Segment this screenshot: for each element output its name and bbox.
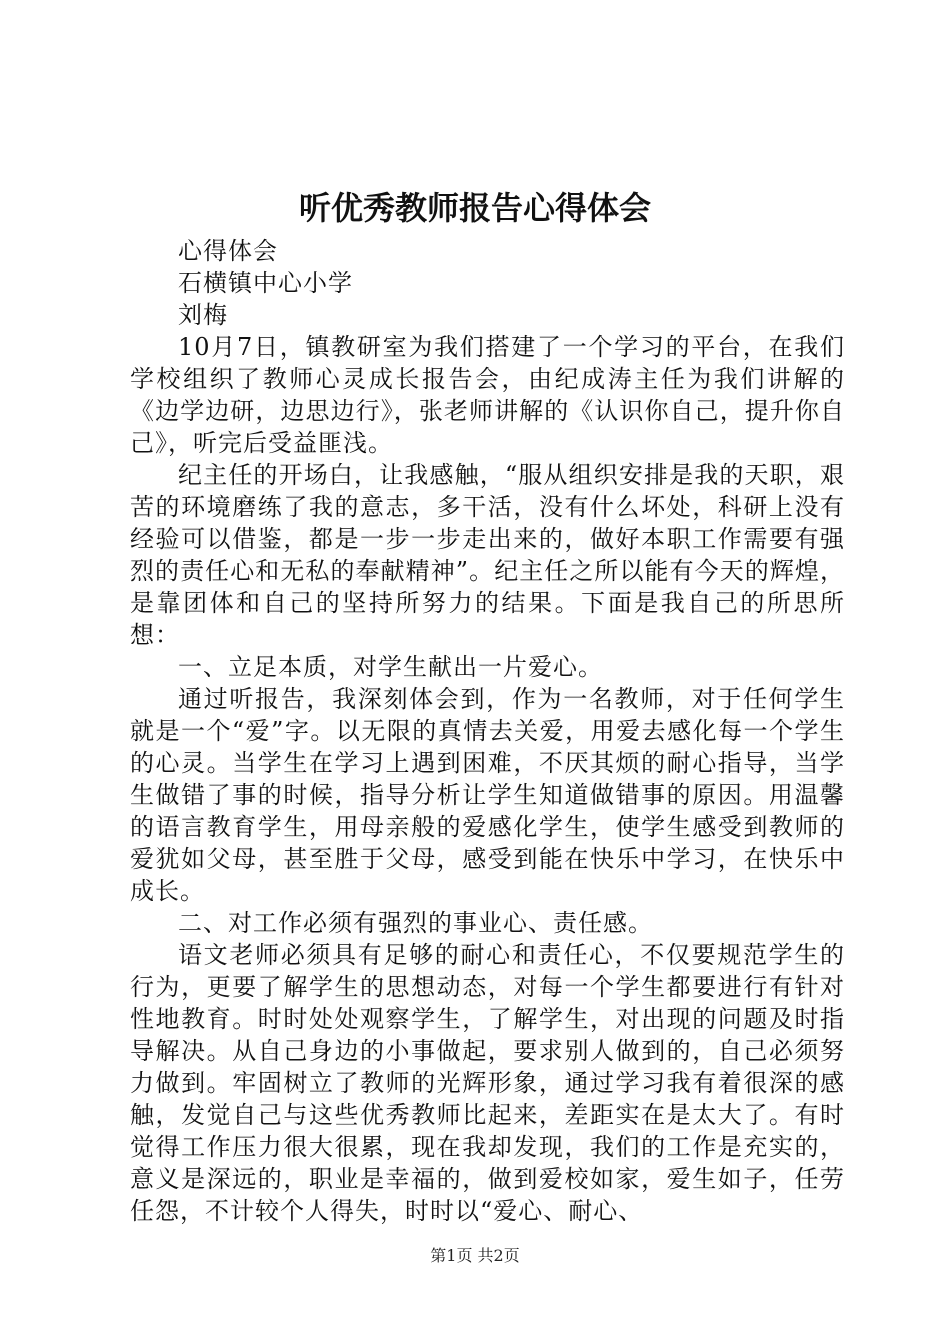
page-number-footer: 第1页 共2页 — [430, 1246, 520, 1265]
document-title: 听优秀教师报告心得体会 — [298, 189, 651, 227]
paragraph-opening-remarks: 纪主任的开场白，让我感触，“服从组织安排是我的天职，艰苦的环境磨练了我的意志，多干活，没有什么坏处，科研上没有经验可以借鉴，都是一步一步走出来的，做好本职工作需要有强烈的责任心和无私的奉献精神”。纪主任之所以能有今天的辉煌，是靠团体和自己的坚持所努力的结果。下面是我自己的所思所想： — [130, 461, 845, 649]
paragraph-love-students: 通过听报告，我深刻体会到，作为一名教师，对于任何学生就是一个“爱”字。以无限的真情去关爱，用爱去感化每一个学生的心灵。当学生在学习上遇到困难，不厌其烦的耐心指导，当学生做错了事的时候，指导分析让学生知道做错事的原因。用温馨的语言教育学生，用母亲般的爱感化学生，使学生感受到教师的爱犹如父母，甚至胜于父母，感受到能在快乐中学习，在快乐中成长。 — [130, 685, 845, 905]
paragraph-intro: 10月7日，镇教研室为我们搭建了一个学习的平台，在我们学校组织了教师心灵成长报告会，由纪成涛主任为我们讲解的《边学边研，边思边行》，张老师讲解的《认识你自己，提升你自己》，听完后受益匪浅。 — [130, 333, 845, 457]
section-heading-1: 一、立足本质，对学生献出一片爱心。 — [178, 653, 603, 681]
document-body — [130, 235, 845, 1227]
paragraph-author-name: 刘梅 — [178, 301, 228, 329]
paragraph-school-name: 石横镇中心小学 — [178, 269, 353, 297]
paragraph-responsibility: 语文老师必须具有足够的耐心和责任心，不仅要规范学生的行为，更要了解学生的思想动态，对每一个学生都要进行有针对性地教育。时时处处观察学生，了解学生，对出现的问题及时指导解决。从自己身边的小事做起，要求别人做到的，自己必须努力做到。牢固树立了教师的光辉形象，通过学习我有着很深的感触，发觉自己与这些优秀教师比起来，差距实在是太大了。有时觉得工作压力很大很累，现在我却发现，我们的工作是充实的，意义是深远的，职业是幸福的，做到爱校如家，爱生如子，任劳任怨，不计较个人得失，时时以“爱心、耐心、 — [130, 941, 845, 1225]
paragraph-heading-label: 心得体会 — [178, 237, 278, 265]
section-heading-2: 二、对工作必须有强烈的事业心、责任感。 — [178, 909, 653, 937]
